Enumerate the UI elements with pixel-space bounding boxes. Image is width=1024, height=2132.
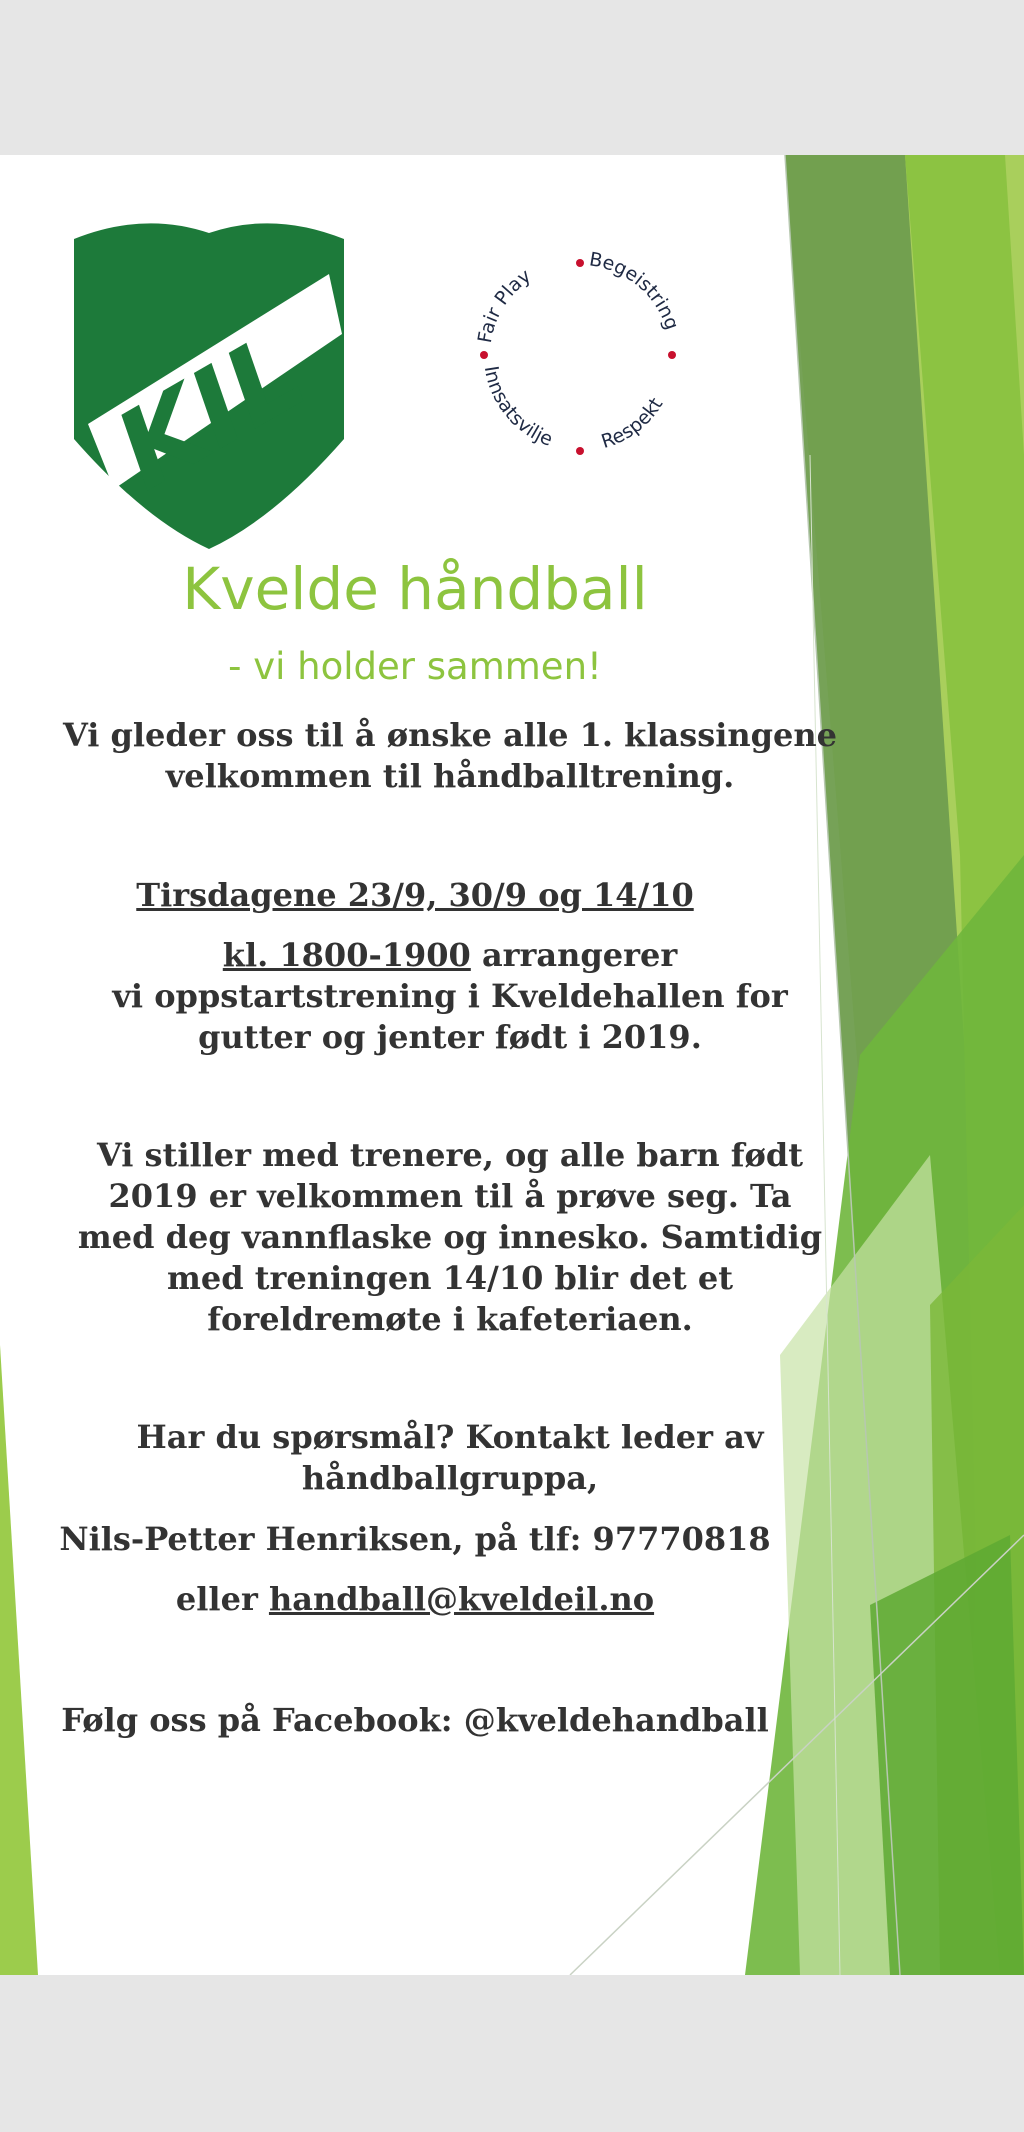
- info-text: [60, 1135, 840, 1340]
- contact-question: [60, 1417, 840, 1499]
- facebook-text: Følg oss på Facebook: @kveldehandball: [61, 1701, 769, 1739]
- schedule-line: vi oppstartstrening i Kveldehallen for: [112, 977, 788, 1015]
- tagline: - vi holder sammen!: [228, 645, 602, 688]
- value-dot: [576, 447, 584, 455]
- svg-text:Respekt: [599, 394, 668, 453]
- value-begeistring: Begeistring: [587, 248, 683, 333]
- email-link[interactable]: handball@kveldeil.no: [268, 1580, 655, 1618]
- info-line: med treningen 14/10 blir det et: [167, 1259, 733, 1297]
- value-dot: [480, 351, 488, 359]
- value-dot: [668, 351, 676, 359]
- intro-line: Vi gleder oss til å ønske alle 1. klassingene: [62, 716, 838, 754]
- question-line: håndballgruppa,: [301, 1459, 599, 1497]
- page-title: Kvelde håndball: [182, 555, 648, 623]
- value-respekt: Respekt: [598, 394, 668, 453]
- info-line: med deg vannflaske og innesko. Samtidig: [77, 1218, 823, 1256]
- email-line: [0, 1579, 830, 1620]
- info-line: Vi stiller med trenere, og alle barn født: [96, 1136, 804, 1174]
- svg-text:Innsatsvilje: [480, 364, 556, 450]
- training-time-text: [60, 935, 840, 1058]
- value-innsatsvilje: Innsatsvilje: [479, 364, 556, 451]
- value-fair-play: Fair Play: [473, 264, 536, 345]
- intro-text: [55, 715, 845, 797]
- info-line: foreldremøte i kafeteriaen.: [207, 1300, 693, 1338]
- value-dot: [576, 259, 584, 267]
- training-dates: Tirsdagene 23/9, 30/9 og 14/10: [136, 876, 694, 914]
- schedule-line: gutter og jenter født i 2019.: [198, 1018, 702, 1056]
- svg-text:Fair Play: [474, 265, 535, 345]
- contact-leader: Nils-Petter Henriksen, på tlf: 97770818: [59, 1520, 771, 1558]
- schedule-line: arrangerer: [481, 936, 678, 974]
- values-ring: [470, 245, 690, 465]
- poster: [0, 155, 1024, 1975]
- kil-club-logo: [74, 219, 344, 549]
- training-time: kl. 1800-1900: [222, 936, 471, 974]
- logo-text: KIL: [96, 309, 326, 515]
- question-line: Har du spørsmål? Kontakt leder av: [136, 1418, 764, 1456]
- email-prefix: eller: [175, 1580, 258, 1618]
- info-line: 2019 er velkommen til å prøve seg. Ta: [108, 1177, 792, 1215]
- intro-line: velkommen til håndballtrening.: [165, 757, 735, 795]
- svg-text:Begeistring: [588, 248, 683, 332]
